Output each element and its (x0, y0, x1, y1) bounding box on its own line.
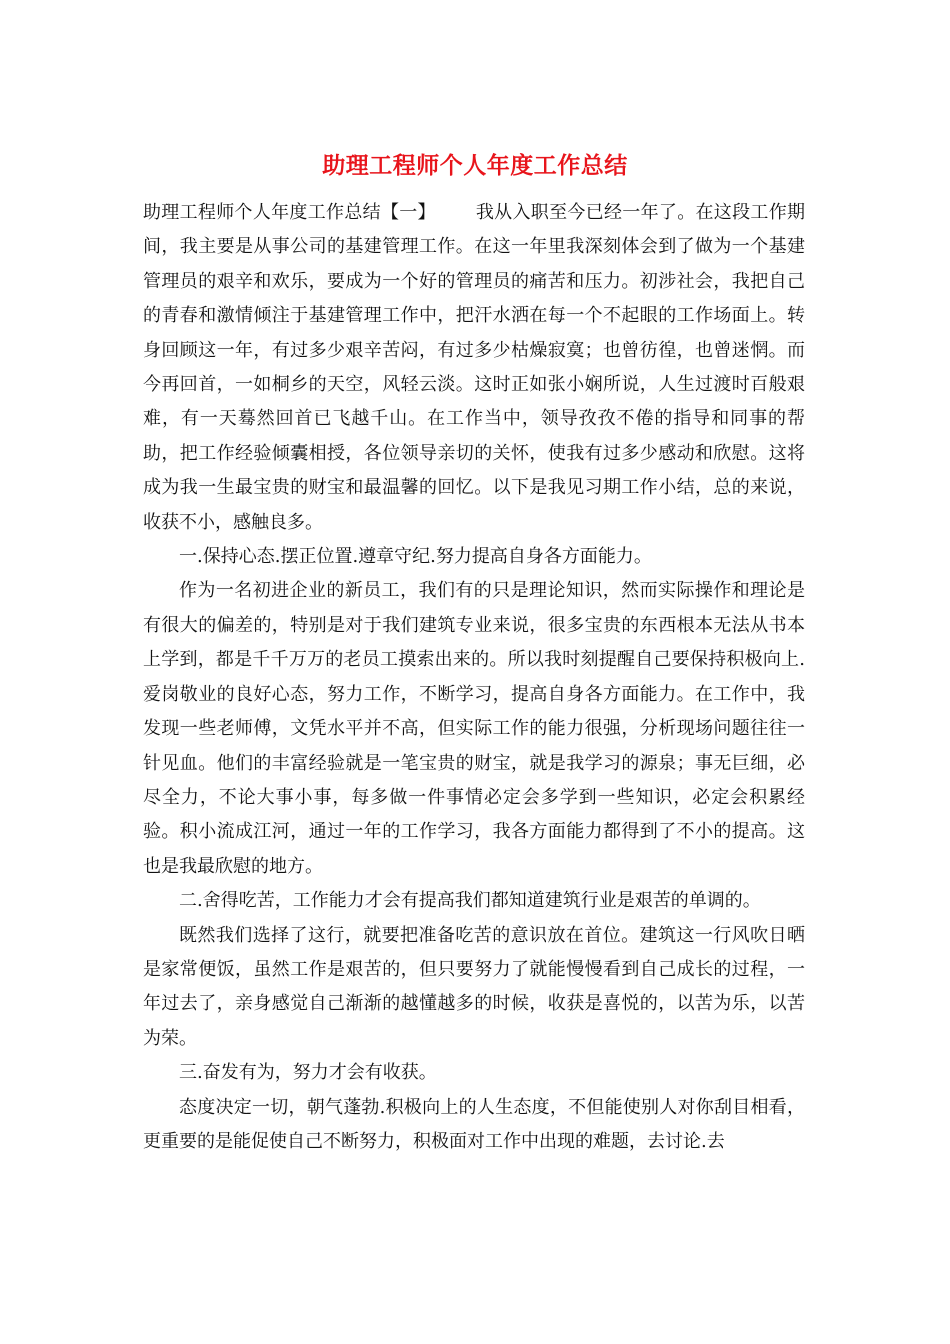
section-heading-2: 二.舍得吃苦，工作能力才会有提高我们都知道建筑行业是艰苦的单调的。 (179, 890, 761, 912)
paragraph-intro (143, 196, 805, 540)
section-heading-3: 三.奋发有为，努力才会有收获。 (179, 1062, 437, 1084)
paragraph-3: 态度决定一切，朝气蓬勃.积极向上的人生态度，不但能使别人对你刮目相看，更重要的是能促使自己不断努力，积极面对工作中出现的难题，去讨论.去 (143, 1096, 805, 1152)
paragraph-2: 既然我们选择了这行，就要把准备吃苦的意识放在首位。建筑这一行风吹日晒是家常便饭，虽然工作是艰苦的，但只要努力了就能慢慢看到自己成长的过程，一年过去了，亲身感觉自己渐渐的越懂越多的时候，收获是喜悦的，以苦为乐，以苦为荣。 (143, 924, 805, 1049)
paragraph-intro-text: 我从入职至今已经一年了。在这段工作期间，我主要是从事公司的基建管理工作。在这一年里我深刻体会到了做为一个基建管理员的艰辛和欢乐，要成为一个好的管理员的痛苦和压力。初涉社会，我把自己的青春和激情倾注于基建管理工作中，把汗水洒在每一个不起眼的工作场面上。转身回顾这一年，有过多少艰辛苦闷，有过多少枯燥寂寞；也曾彷徨，也曾迷惘。而今再回首，一如桐乡的天空，风轻云淡。这时正如张小娴所说，人生过渡时百般艰难，有一天蓦然回首已飞越千山。在工作当中，领导孜孜不倦的指导和同事的帮助，把工作经验倾囊相授，各位领导亲切的关怀，使我有过多少感动和欣慰。这将成为我一生最宝贵的财宝和最温馨的回忆。以下是我见习期工作小结，总的来说，收获不小，感触良多。 (143, 202, 806, 533)
document-title: 助理工程师个人年度工作总结 (322, 152, 628, 179)
section-heading-one: 助理工程师个人年度工作总结【一】 (143, 202, 436, 223)
section-heading-1: 一.保持心态.摆正位置.遵章守纪.努力提高自身各方面能力。 (179, 546, 652, 568)
paragraph-1: 作为一名初进企业的新员工，我们有的只是理论知识，然而实际操作和理论是有很大的偏差的，特别是对于我们建筑专业来说，很多宝贵的东西根本无法从书本上学到，都是千千万万的老员工摸索出来的。所以我时刻提醒自己要保持积极向上.爱岗敬业的良好心态，努力工作，不断学习，提高自身各方面能力。在工作中，我发现一些老师傅，文凭水平并不高，但实际工作的能力很强，分析现场问题往往一针见血。他们的丰富经验就是一笔宝贵的财宝，就是我学习的源泉；事无巨细，必尽全力，不论大事小事，每多做一件事情必定会多学到一些知识，必定会积累经验。积小流成江河，通过一年的工作学习，我各方面能力都得到了不小的提高。这也是我最欣慰的地方。 (143, 580, 805, 877)
document-body (143, 196, 805, 1159)
